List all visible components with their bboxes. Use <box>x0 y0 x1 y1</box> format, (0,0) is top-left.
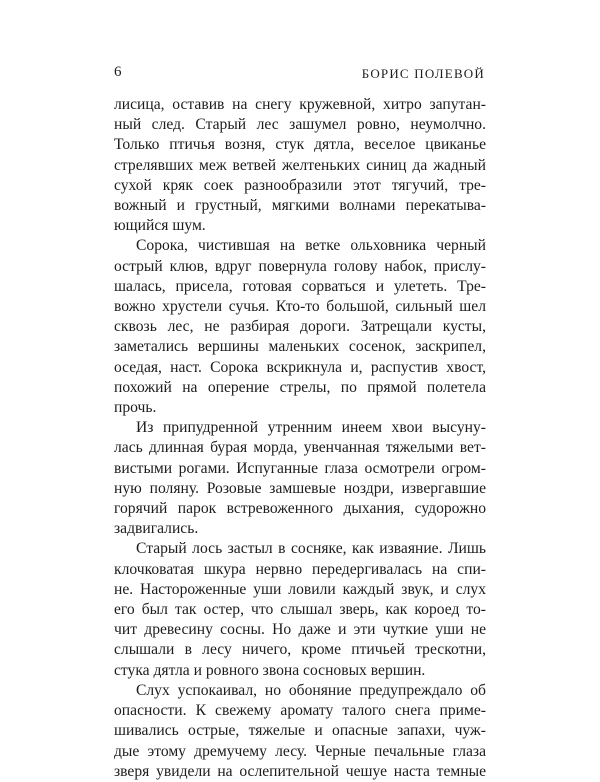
text-line: шивались острые, тяжелые и опасные запахи, чуж- <box>114 722 486 740</box>
text-line: не. Настороженные уши ловили каждый звук, и слух <box>114 580 486 598</box>
text-line: оседая, наст. Сорока вскрикнула и, распустив хвост, <box>114 358 486 376</box>
text-line: шалась, присела, готовая сорваться и улететь. Тре- <box>114 277 486 295</box>
text-line: клочковатая шкура нервно передергивалась на спи- <box>114 560 486 578</box>
text-line: зверя увидели на ослепительной чешуе наста темные <box>114 762 486 780</box>
text-line: Сорока, чистившая на ветке ольховника черный <box>136 237 486 255</box>
paragraph-5 <box>114 681 486 782</box>
text-line: стрелявших меж ветвей желтеньких синиц да жадный <box>114 156 486 174</box>
text-line: его был так остер, что слышал зверь, как короед то- <box>114 601 486 619</box>
text-line: заметались вершины маленьких сосенок, заскрипел, <box>114 338 486 356</box>
text-line: сухой кряк соек разнообразили этот тягучий, тре- <box>114 176 486 194</box>
text-line: сквозь лес, не разбирая дороги. Затрещали кусты, <box>114 318 486 336</box>
text-line: лась длинная бурая морда, увенчанная тяжелыми вет- <box>114 439 486 457</box>
text-line: Только птичья возня, стук дятла, веселое цвиканье <box>114 136 486 154</box>
text-line: прочь. <box>114 399 157 417</box>
text-line: задвигались. <box>114 520 199 538</box>
text-line: опасности. К свежему аромату талого снега приме- <box>114 702 486 720</box>
page-number: 6 <box>114 64 122 80</box>
text-line: похожий на оперение стрелы, по прямой полетела <box>114 378 486 396</box>
text-line: слышали в лесу ничего, кроме птичьей трескотни, <box>114 641 486 659</box>
text-line: Слух успокаивал, но обоняние предупреждало об <box>136 681 486 699</box>
body-text <box>114 95 486 782</box>
text-line: острый клюв, вдруг повернула голову набок, прислу- <box>114 257 486 275</box>
text-line: ный след. Старый лес зашумел ровно, неумолчно. <box>114 116 486 134</box>
text-line: вожный и грустный, мягкими волнами перекатыва- <box>114 197 486 215</box>
text-line: дые этому дремучему лесу. Черные печальные глаза <box>114 742 486 760</box>
paragraph-2 <box>114 236 486 418</box>
text-line: горячий парок встревоженного дыхания, судорожно <box>114 500 486 518</box>
paragraph-1 <box>114 95 486 236</box>
text-line: Из припудренной утренним инеем хвои высуну- <box>136 419 486 437</box>
text-line: вистыми рогами. Испуганные глаза осмотрели огром- <box>114 459 486 477</box>
text-line: вожно хрустели сучья. Кто-то большой, сильный шел <box>114 298 486 316</box>
paragraph-3 <box>114 418 486 539</box>
paragraph-4 <box>114 539 486 680</box>
text-line: стука дятла и ровного звона сосновых вершин. <box>114 661 426 679</box>
running-head-author: БОРИС ПОЛЕВОЙ <box>361 66 485 81</box>
text-line: ную поляну. Розовые замшевые ноздри, извергавшие <box>114 479 486 497</box>
text-line: лисица, оставив на снегу кружевной, хитро запутан- <box>114 96 486 113</box>
text-line: чит древесину сосны. Но даже и эти чуткие уши не <box>114 621 486 639</box>
text-line: Старый лось застыл в сосняке, как изваяние. Лишь <box>136 540 486 558</box>
text-line: ющийся шум. <box>114 217 206 235</box>
